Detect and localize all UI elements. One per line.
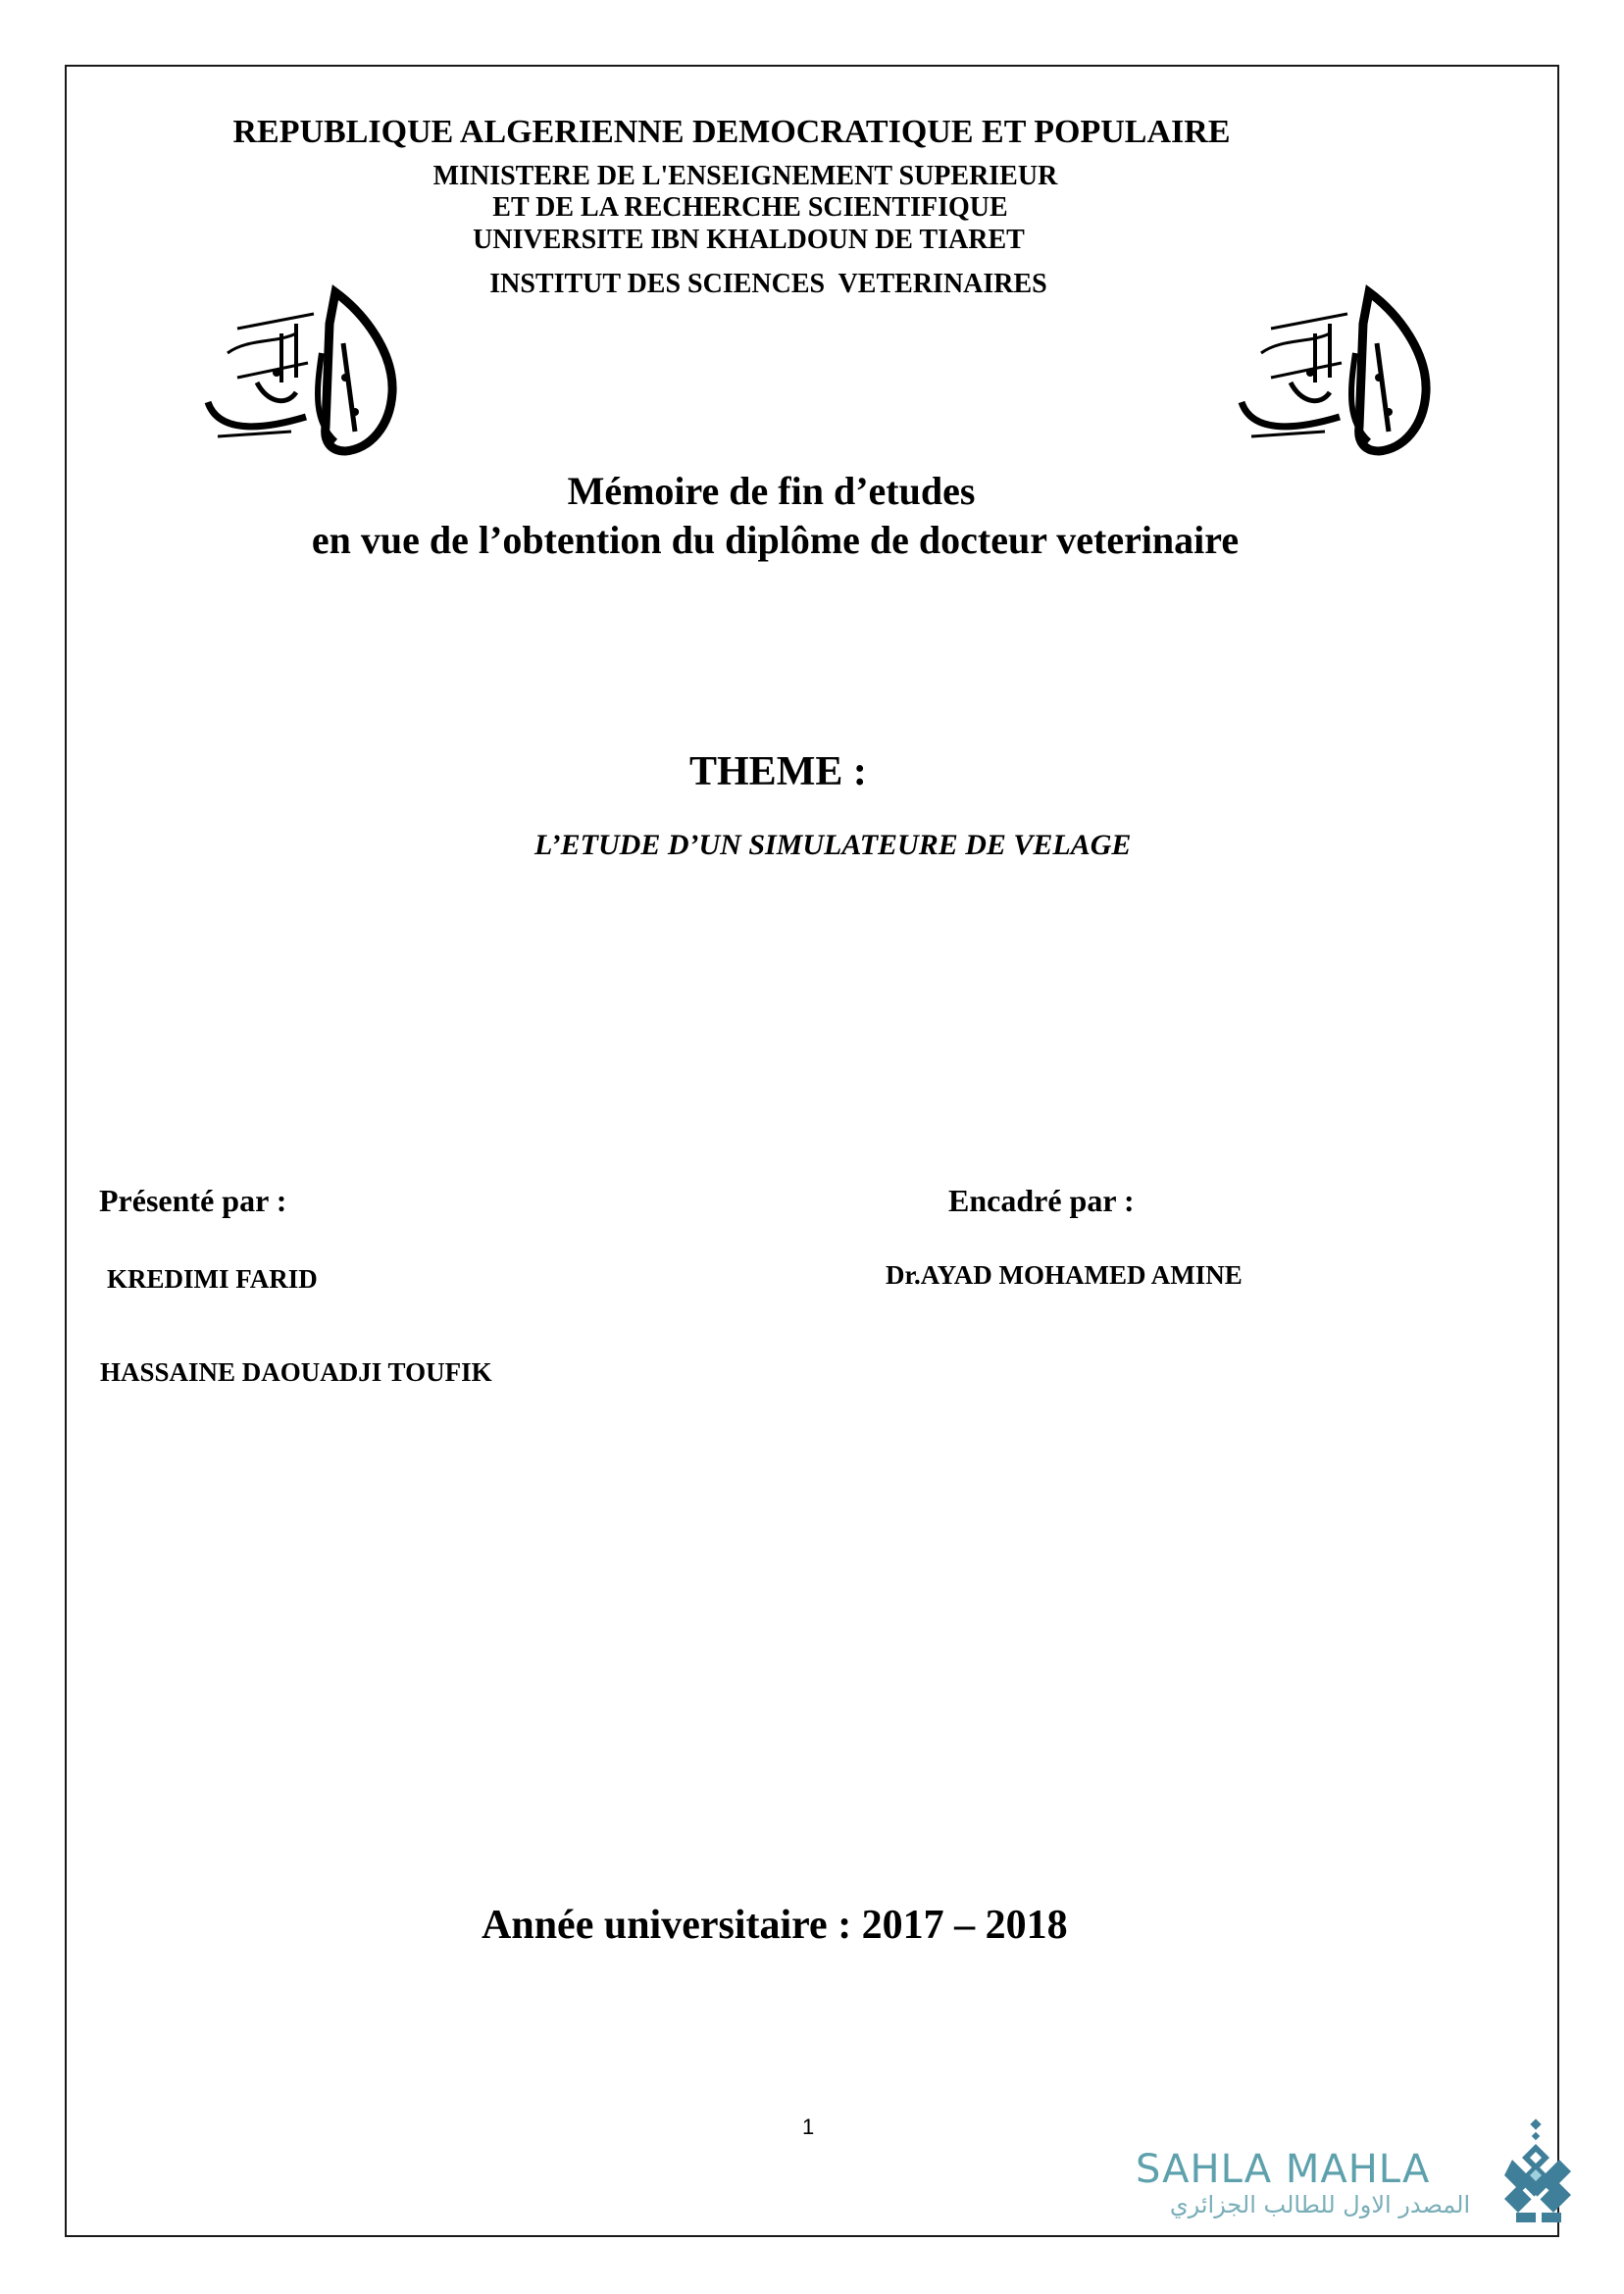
supervisor-name: Dr.AYAD MOHAMED AMINE [886,1260,1243,1290]
university-logo-right-icon [1232,284,1438,456]
header-university: UNIVERSITE IBN KHALDOUN DE TIARET [473,225,1025,255]
student-name: HASSAINE DAOUADJI TOUFIK [100,1357,492,1387]
watermark-title: SAHLA MAHLA [1136,2147,1431,2192]
theme-title: L’ETUDE D’UN SIMULATEURE DE VELAGE [534,829,1132,861]
header-ministry: MINISTERE DE L'ENSEIGNEMENT SUPERIEUR [432,161,1058,191]
header-republic: REPUBLIQUE ALGERIENNE DEMOCRATIQUE ET POPULAIRE [232,114,1231,150]
sahla-mahla-logo-icon [1502,2118,1573,2228]
header-research: ET DE LA RECHERCHE SCIENTIFIQUE [492,192,1008,223]
theme-label: THEME : [689,749,867,794]
watermark-subtitle: المصدر الاول للطالب الجزائري [1169,2191,1471,2218]
presented-by-label: Présenté par : [99,1183,287,1218]
university-logo-left-icon [198,284,404,456]
header-institute: INSTITUT DES SCIENCES VETERINAIRES [489,269,1047,299]
student-name: KREDIMI FARID [107,1264,318,1294]
thesis-title-line1: Mémoire de fin d’etudes [567,469,976,513]
page-number: 1 [802,2115,815,2139]
academic-year: Année universitaire : 2017 – 2018 [482,1903,1068,1948]
supervised-by-label: Encadré par : [948,1183,1135,1218]
thesis-title-line2: en vue de l’obtention du diplôme de docteur veterinaire [311,518,1240,562]
